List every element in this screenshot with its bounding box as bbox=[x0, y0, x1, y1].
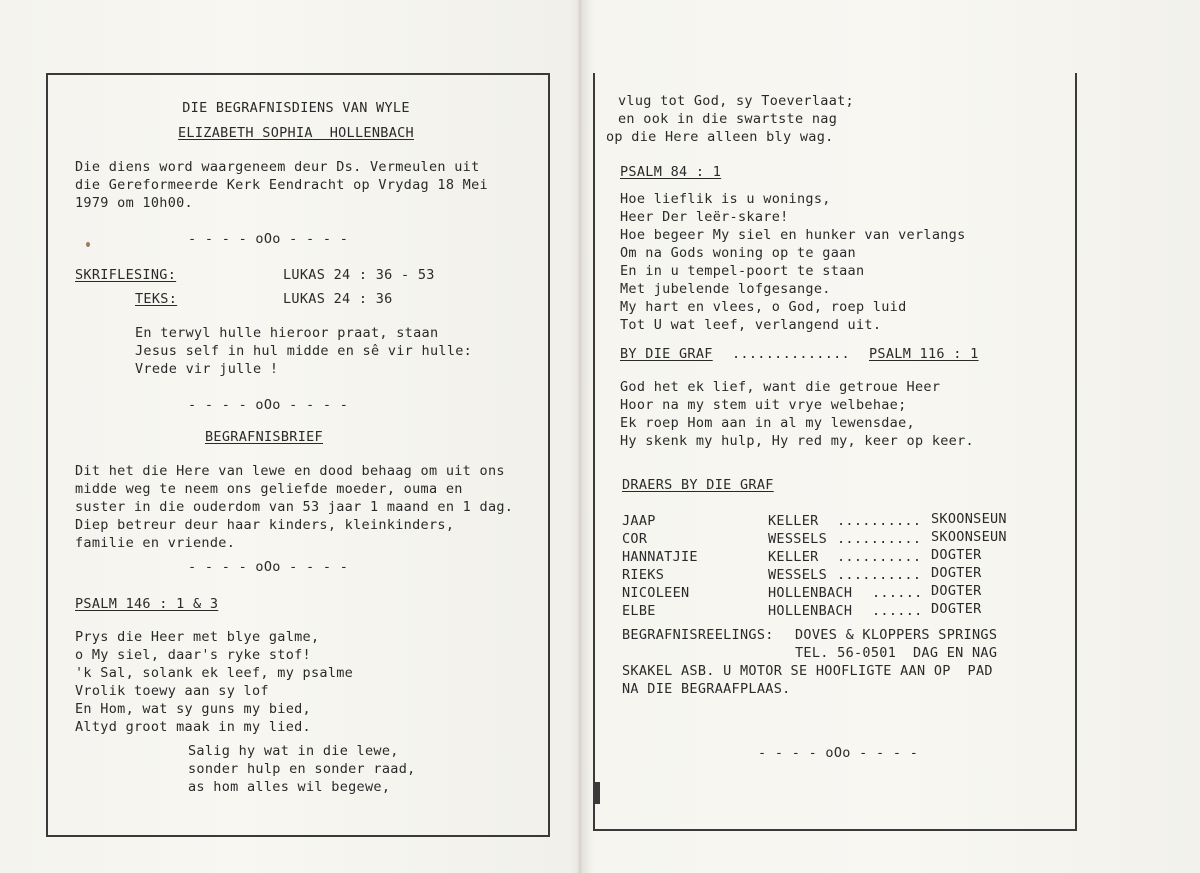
ink-spot bbox=[86, 242, 90, 247]
verse-line: Vrede vir julle ! bbox=[135, 361, 279, 377]
psalm116-reference: PSALM 116 : 1 bbox=[869, 346, 979, 362]
intro-line: Die diens word waargeneem deur Ds. Vermeulen uit bbox=[75, 159, 480, 175]
psalm84-line: Hoe lieflik is u wonings, bbox=[620, 191, 831, 207]
psalm84-line: Heer Der leër-skare! bbox=[620, 209, 789, 225]
verse-line: Jesus self in hul midde en sê vir hulle: bbox=[135, 343, 473, 359]
psalm84-line: My hart en vlees, o God, roep luid bbox=[620, 299, 907, 315]
deceased-name: ELIZABETH SOPHIA HOLLENBACH bbox=[178, 125, 414, 141]
separator: - - - - oOo - - - - bbox=[188, 231, 349, 247]
draers-heading: DRAERS BY DIE GRAF bbox=[622, 477, 774, 493]
psalm-line: Prys die Heer met blye galme, bbox=[75, 629, 320, 645]
bearer-first-name: COR bbox=[622, 531, 648, 547]
psalm-line: o My siel, daar's ryke stof! bbox=[75, 647, 311, 663]
brief-heading: BEGRAFNISBRIEF bbox=[205, 429, 323, 445]
psalm84-line: Hoe begeer My siel en hunker van verlangs bbox=[620, 227, 966, 243]
arrangements-label: BEGRAFNISREELINGS: bbox=[622, 627, 774, 643]
bearer-relation: DOGTER bbox=[931, 601, 982, 617]
bearer-relation: DOGTER bbox=[931, 565, 982, 581]
psalm-line: Altyd groot maak in my lied. bbox=[75, 719, 311, 735]
bearer-relation: DOGTER bbox=[931, 583, 982, 599]
leader-dots: ...... bbox=[872, 585, 923, 601]
brief-line: suster in die ouderdom van 53 jaar 1 maand en 1 dag. bbox=[75, 499, 514, 515]
headlights-notice: SKAKEL ASB. U MOTOR SE HOOFLIGTE AAN OP PAD bbox=[622, 663, 993, 679]
psalm84-heading: PSALM 84 : 1 bbox=[620, 164, 722, 180]
teks-label: TEKS: bbox=[135, 291, 178, 307]
brief-line: Dit het die Here van lewe en dood behaag om uit ons bbox=[75, 463, 505, 479]
bearer-last-name: HOLLENBACH bbox=[768, 603, 853, 619]
psalm-line: Salig hy wat in die lewe, bbox=[188, 743, 399, 759]
psalm84-line: Met jubelende lofgesange. bbox=[620, 281, 831, 297]
bearer-relation: DOGTER bbox=[931, 547, 982, 563]
verse-line: En terwyl hulle hieroor praat, staan bbox=[135, 325, 439, 341]
bearer-last-name: WESSELS bbox=[768, 567, 827, 583]
funeral-telephone: TEL. 56-0501 DAG EN NAG bbox=[795, 645, 998, 661]
psalm84-line: Tot U wat leef, verlangend uit. bbox=[620, 317, 882, 333]
psalm116-line: God het ek lief, want die getroue Heer bbox=[620, 379, 941, 395]
psalm-line: sonder hulp en sonder raad, bbox=[188, 761, 416, 777]
psalm-line: 'k Sal, solank ek leef, my psalme bbox=[75, 665, 354, 681]
bearer-relation: SKOONSEUN bbox=[931, 511, 1007, 527]
leader-dots: .......... bbox=[837, 549, 922, 565]
psalm-line: en ook in die swartste nag bbox=[618, 111, 838, 127]
psalm116-line: Hy skenk my hulp, Hy red my, keer op keer. bbox=[620, 433, 974, 449]
right-panel-border bbox=[593, 73, 1077, 831]
center-fold bbox=[578, 0, 582, 873]
bearer-first-name: NICOLEEN bbox=[622, 585, 690, 601]
bearer-first-name: ELBE bbox=[622, 603, 656, 619]
psalm84-line: En in u tempel-poort te staan bbox=[620, 263, 865, 279]
ink-mark bbox=[594, 782, 600, 804]
bearer-last-name: KELLER bbox=[768, 513, 819, 529]
separator: - - - - oOo - - - - bbox=[188, 559, 349, 575]
leader-dots: .............. bbox=[732, 346, 850, 362]
psalm84-line: Om na Gods woning op te gaan bbox=[620, 245, 856, 261]
leader-dots: .......... bbox=[837, 531, 922, 547]
funeral-director: DOVES & KLOPPERS SPRINGS bbox=[795, 627, 998, 643]
bearer-last-name: KELLER bbox=[768, 549, 819, 565]
leader-dots: .......... bbox=[837, 567, 922, 583]
teks-reference: LUKAS 24 : 36 bbox=[283, 291, 393, 307]
psalm116-line: Ek roep Hom aan in al my lewensdae, bbox=[620, 415, 915, 431]
skriflesing-label: SKRIFLESING: bbox=[75, 267, 177, 283]
skriflesing-reference: LUKAS 24 : 36 - 53 bbox=[283, 267, 435, 283]
psalm-line: vlug tot God, sy Toeverlaat; bbox=[618, 93, 854, 109]
service-title: DIE BEGRAFNISDIENS VAN WYLE bbox=[182, 100, 410, 116]
leader-dots: ...... bbox=[872, 603, 923, 619]
separator: - - - - oOo - - - - bbox=[758, 745, 919, 761]
bearer-last-name: HOLLENBACH bbox=[768, 585, 853, 601]
psalm-line: op die Here alleen bly wag. bbox=[606, 129, 834, 145]
by-die-graf-label: BY DIE GRAF bbox=[620, 346, 713, 362]
bearer-relation: SKOONSEUN bbox=[931, 529, 1007, 545]
brief-line: familie en vriende. bbox=[75, 535, 236, 551]
bearer-first-name: JAAP bbox=[622, 513, 656, 529]
leader-dots: .......... bbox=[837, 513, 922, 529]
intro-line: 1979 om 10h00. bbox=[75, 195, 193, 211]
brief-line: midde weg te neem ons geliefde moeder, ouma en bbox=[75, 481, 463, 497]
psalm146-heading: PSALM 146 : 1 & 3 bbox=[75, 596, 219, 612]
intro-line: die Gereformeerde Kerk Eendracht op Vrydag 18 Mei bbox=[75, 177, 488, 193]
bearer-first-name: HANNATJIE bbox=[622, 549, 698, 565]
psalm116-line: Hoor na my stem uit vrye welbehae; bbox=[620, 397, 907, 413]
bearer-last-name: WESSELS bbox=[768, 531, 827, 547]
psalm-line: Vrolik toewy aan sy lof bbox=[75, 683, 269, 699]
headlights-notice: NA DIE BEGRAAFPLAAS. bbox=[622, 681, 791, 697]
psalm-line: En Hom, wat sy guns my bied, bbox=[75, 701, 311, 717]
bearer-first-name: RIEKS bbox=[622, 567, 665, 583]
separator: - - - - oOo - - - - bbox=[188, 397, 349, 413]
psalm-line: as hom alles wil begewe, bbox=[188, 779, 391, 795]
brief-line: Diep betreur deur haar kinders, kleinkinders, bbox=[75, 517, 455, 533]
